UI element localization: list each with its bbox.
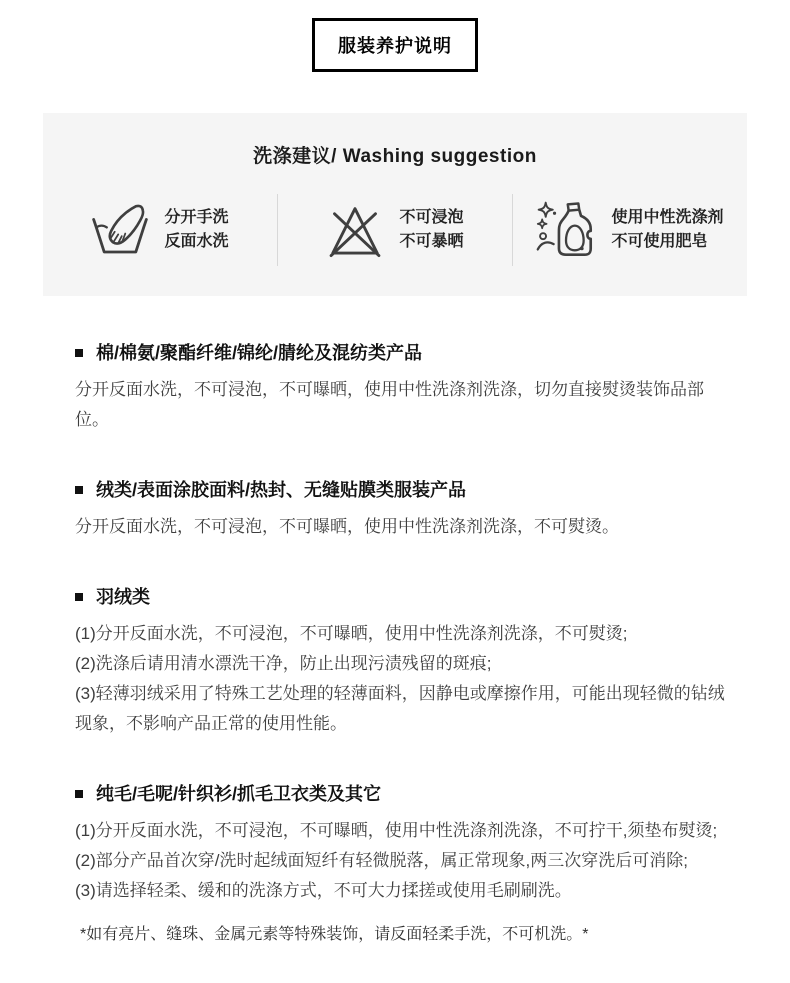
icon-label-line: 分开手洗 [164,209,229,226]
no-soak-icon [326,201,384,259]
section-heading-text: 纯毛/毛呢/针织衫/抓毛卫衣类及其它 [96,784,382,804]
section-heading [75,477,737,503]
icon-label-line: 不可浸泡 [399,209,464,226]
section-cotton-blends [75,340,737,435]
care-sections [75,340,737,906]
section-text-line: (1)分开反面水洗，不可浸泡，不可曝晒，使用中性洗涤剂洗涤，不可熨烫; [75,624,628,643]
icon-group-handwash [43,194,277,266]
icon-label-line: 不可暴晒 [399,233,464,250]
section-heading-text: 棉/棉氨/聚酯纤维/锦纶/腈纶及混纺类产品 [96,343,423,363]
panel-title: 洗涤建议/ Washing suggestion [253,146,537,167]
detergent-label [611,206,723,254]
page-title: 服装养护说明 [338,36,452,56]
bullet-square-icon [75,593,83,601]
icon-group-no-soak [277,194,512,266]
bullet-square-icon [75,790,83,798]
washing-suggestion-panel [43,113,747,296]
icon-label-line: 不可使用肥皂 [611,233,708,250]
handwash-icon [91,202,149,258]
washing-icons-row [43,194,747,266]
section-text-line: (3)请选择轻柔、缓和的洗涤方式，不可大力揉搓或使用毛刷刷洗。 [75,881,572,900]
section-heading-text: 羽绒类 [96,587,150,607]
icon-group-detergent [512,194,747,266]
icon-label-line: 反面水洗 [164,233,229,250]
section-text-line: (1)分开反面水洗，不可浸泡，不可曝晒，使用中性洗涤剂洗涤，不可拧干,须垫布熨烫; [75,821,718,840]
section-text-line: (2)部分产品首次穿/洗时起绒面短纤有轻微脱落，属正常现象,两三次穿洗后可消除; [75,851,688,870]
handwash-label [164,206,228,254]
no-soak-label [399,206,463,254]
section-text-line: 分开反面水洗，不可浸泡，不可曝晒，使用中性洗涤剂洗涤，不可熨烫。 [75,517,619,536]
section-down [75,584,737,739]
bullet-square-icon [75,486,83,494]
page-title-box [312,18,478,72]
bullet-square-icon [75,349,83,357]
section-heading-text: 绒类/表面涂胶面料/热封、无缝贴膜类服装产品 [96,480,466,500]
detergent-icon [536,200,596,260]
footnote: *如有亮片、缝珠、金属元素等特殊装饰，请反面轻柔手洗，不可机洗。* [80,926,589,943]
section-wool-knit [75,781,737,906]
section-heading [75,781,737,807]
section-velvet-coated [75,477,737,542]
section-text-line: (2)洗涤后请用清水漂洗干净，防止出现污渍残留的斑痕; [75,654,492,673]
section-heading [75,340,737,366]
section-text-line: (3)轻薄羽绒采用了特殊工艺处理的轻薄面料，因静电或摩擦作用，可能出现轻微的钻绒现象，不影响产品正常的使用性能。 [75,684,725,733]
section-heading [75,584,737,610]
section-text-line: 分开反面水洗，不可浸泡，不可曝晒，使用中性洗涤剂洗涤，切勿直接熨烫装饰品部位。 [75,380,704,429]
icon-label-line: 使用中性洗涤剂 [611,209,724,226]
